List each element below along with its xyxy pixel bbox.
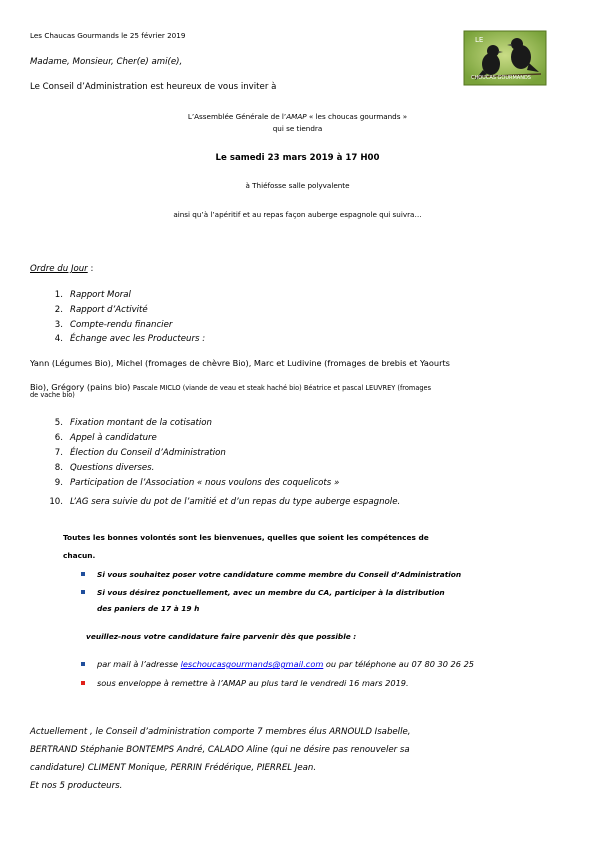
logo-text-top: LE [475,36,484,44]
bullet-item [81,570,461,579]
agenda-item-text: L’AG sera suivie du pot de l’amitié et d’un repas du type auberge espagnole. [70,497,401,507]
producers-line2-b: Pascale MICLO (viande de veau et steak haché bio) Béatrice et pascal LEUVREY (fromages [132,384,432,392]
contact-email-suffix: ou par téléphone au 07 80 30 26 25 [323,659,474,669]
agenda-item-number: 9. [54,478,63,488]
bullet-baskets-line2: des paniers de 17 à 19 h [97,604,200,613]
agenda-item [33,418,212,428]
agenda-item [33,478,339,488]
producers-line2-a: Bio), Grégory (pains bio) [30,382,133,392]
agenda-item-number: 7. [54,448,63,458]
bullet-item [81,588,445,597]
agenda-item-text: Rapport Moral [70,290,131,300]
assembly-amap: AMAP [286,112,307,121]
agenda-item [33,334,205,344]
agenda-item-number: 8. [54,463,63,473]
volunteers-line1: Toutes les bonnes volontés sont les bienvenues, quelles que soient les compétences de [63,533,429,542]
agenda-heading [30,264,93,274]
email-link[interactable]: leschoucasgourmands@gmail.com [180,659,324,669]
assembly-line2: qui se tiendra [272,124,323,133]
intro-text: Le Conseil d’Administration est heureux de vous inviter à [30,82,277,92]
bullet-baskets-line1: Si vous désirez ponctuellement, avec un membre du CA, participer à la distribution [97,588,445,597]
bullet-ca-text: Si vous souhaitez poser votre candidature comme membre du Conseil d’Administration [97,570,462,579]
agenda-item-text: Élection du Conseil d’Administration [70,448,226,458]
agenda-colon: : [87,264,94,274]
venue: à Thiéfosse salle polyvalente [245,181,350,190]
logo-text-bottom: CHOUCAS GOURMANDS [471,75,531,81]
agenda-item-text: Questions diverses. [70,463,155,473]
assembly-name: « les choucas gourmands » [306,112,408,121]
agenda-item [33,320,172,330]
volunteers-line2: chacun. [63,551,96,560]
agenda-item-text: Rapport d’Activité [70,305,148,315]
producers-line3: de vache bio) [30,391,75,399]
agenda-item [33,433,157,443]
assembly-line1 [0,112,595,121]
contact-email-item [81,659,474,669]
agenda-item-text: Appel à candidature [70,433,157,443]
square-bullet-icon [81,681,85,685]
assembly-prefix: L’Assemblée Générale de l’ [187,112,287,121]
agenda-item [33,463,154,473]
agenda-item-number: 3. [54,320,63,330]
agenda-item-text: Participation de l’Association « nous voulons des coquelicots » [70,478,340,488]
agenda-title: Ordre du Jour [30,264,88,274]
agenda-item [33,290,131,300]
agenda-item [33,497,400,507]
agenda-item-number: 4. [54,334,63,344]
request-text: veuillez-nous votre candidature faire parvenir dès que possible : [86,632,357,641]
agenda-item-number: 6. [54,433,63,443]
contact-mail-item [81,678,409,688]
board-line4: Et nos 5 producteurs. [30,781,123,791]
producers-line1: Yann (Légumes Bio), Michel (fromages de chèvre Bio), Marc et Ludivine (fromages de brebis et Yaourts [30,358,450,368]
event-date: Le samedi 23 mars 2019 à 17 H00 [215,153,380,163]
header-date: Les Chaucas Gourmands le 25 février 2019 [30,31,186,40]
producers-line2 [30,375,431,394]
agenda-item [33,305,148,315]
square-bullet-icon [81,572,85,576]
meal-note: ainsi qu’à l’apéritif et au repas façon auberge espagnole qui suivra… [173,210,422,219]
logo [463,30,547,86]
contact-mail-text: sous enveloppe à remettre à l’AMAP au plus tard le vendredi 16 mars 2019. [97,678,409,688]
salutation: Madame, Monsieur, Cher(e) ami(e), [30,57,183,67]
agenda-item-text: Compte-rendu financier [70,320,173,330]
agenda-item [33,448,226,458]
board-line1: Actuellement , le Conseil d’administration comporte 7 membres élus ARNOULD Isabelle, [30,727,411,737]
agenda-item-number: 5. [54,418,63,428]
agenda-item-text: Fixation montant de la cotisation [70,418,212,428]
agenda-item-text: Échange avec les Producteurs : [70,334,206,344]
agenda-item-number: 1. [54,290,63,300]
board-line3: candidature) CLIMENT Monique, PERRIN Frédérique, PIERREL Jean. [30,763,317,773]
square-bullet-icon [81,662,85,666]
agenda-item-number: 10. [49,497,63,507]
contact-email-prefix: par mail à l’adresse [97,659,181,669]
board-line2: BERTRAND Stéphanie BONTEMPS André, CALADO Aline (qui ne désire pas renouveler sa [30,745,410,755]
square-bullet-icon [81,590,85,594]
agenda-item-number: 2. [54,305,63,315]
